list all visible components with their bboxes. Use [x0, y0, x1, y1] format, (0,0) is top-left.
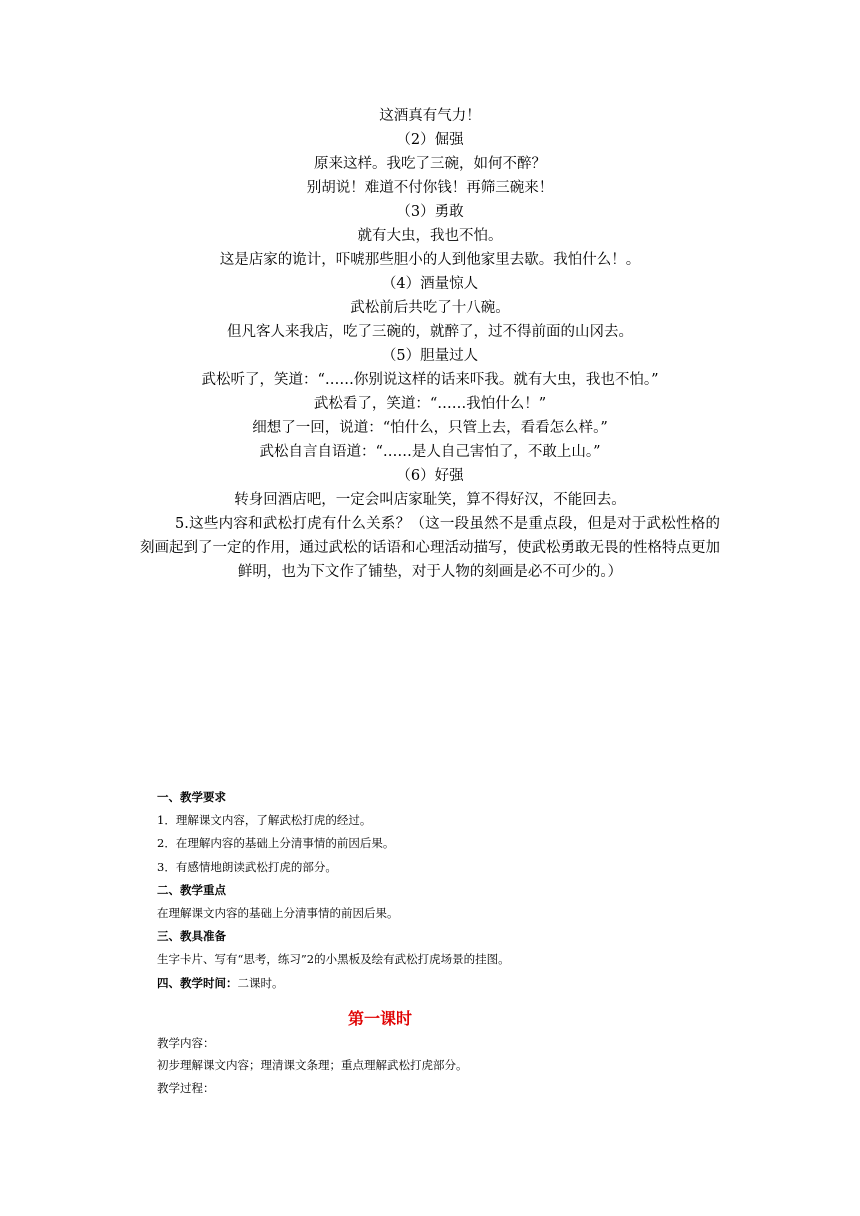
text-line: 这是店家的诡计，吓唬那些胆小的人到他家里去歇。我怕什么！。 [219, 252, 641, 268]
teaching-plan-section [157, 786, 717, 995]
subheading-competitive: （6）好强 [396, 468, 464, 484]
lesson-details [157, 1032, 717, 1099]
analysis-section [140, 104, 720, 584]
time-heading: 四、教学时间： [157, 975, 238, 990]
focus-text: 在理解课文内容的基础上分清事情的前因后果。 [157, 906, 399, 921]
tools-heading: 三、教具准备 [157, 929, 226, 944]
focus-heading: 二、教学重点 [157, 882, 226, 897]
lesson-title: 第一课时 [347, 1009, 412, 1028]
subheading-drinking: （4）酒量惊人 [381, 276, 479, 292]
question-paragraph: 5.这些内容和武松打虎有什么关系？（这一段虽然不是重点段，但是对于武松性格的刻画起到了一定的作用，通过武松的话语和心理活动描写，使武松勇敢无畏的性格特点更加鲜明，也为下文作了铺垫，对于人物的刻画是必不可少的。） [140, 516, 720, 580]
text-line: 转身回酒店吧，一定会叫店家耻笑，算不得好汉，不能回去。 [234, 492, 626, 508]
text-line: 武松看了，笑道：“……我怕什么！” [313, 396, 547, 412]
requirement-item: 1．理解课文内容，了解武松打虎的经过。 [157, 813, 372, 828]
content-label: 教学内容： [157, 1036, 215, 1050]
process-label: 教学过程： [157, 1080, 215, 1095]
text-line: 武松前后共吃了十八碗。 [350, 300, 510, 316]
text-line: 细想了一回，说道：“怕什么，只管上去，看看怎么样。” [252, 420, 608, 436]
requirement-item: 2．在理解内容的基础上分清事情的前因后果。 [157, 836, 395, 851]
tools-text: 生字卡片、写有“思考，练习”2的小黑板及绘有武松打虎场景的挂图。 [157, 952, 510, 967]
text-line: 别胡说！难道不付你钱！再筛三碗来！ [306, 180, 554, 196]
text-line: 这酒真有气力！ [379, 108, 481, 124]
text-line: 就有大虫，我也不怕。 [357, 228, 503, 244]
time-line [157, 972, 717, 995]
text-line: 武松听了，笑道：“……你别说这样的话来吓我。就有大虫，我也不怕。” [201, 372, 659, 388]
content-text: 初步理解课文内容；理清课文条理；重点理解武松打虎部分。 [157, 1058, 468, 1073]
requirement-item: 3．有感情地朗读武松打虎的部分。 [157, 859, 337, 874]
time-text: 二课时。 [237, 975, 284, 990]
subheading-courage: （5）胆量过人 [381, 348, 479, 364]
subheading-brave: （3）勇敢 [396, 204, 464, 220]
text-line: 但凡客人来我店，吃了三碗的，就醉了，过不得前面的山冈去。 [227, 324, 633, 340]
text-line: 原来这样。我吃了三碗，如何不醉？ [314, 156, 546, 172]
text-line: 武松自言自语道：“……是人自己害怕了，不敢上山。” [259, 444, 601, 460]
requirements-heading: 一、教学要求 [157, 790, 226, 804]
subheading-stubborn: （2）倔强 [396, 132, 464, 148]
